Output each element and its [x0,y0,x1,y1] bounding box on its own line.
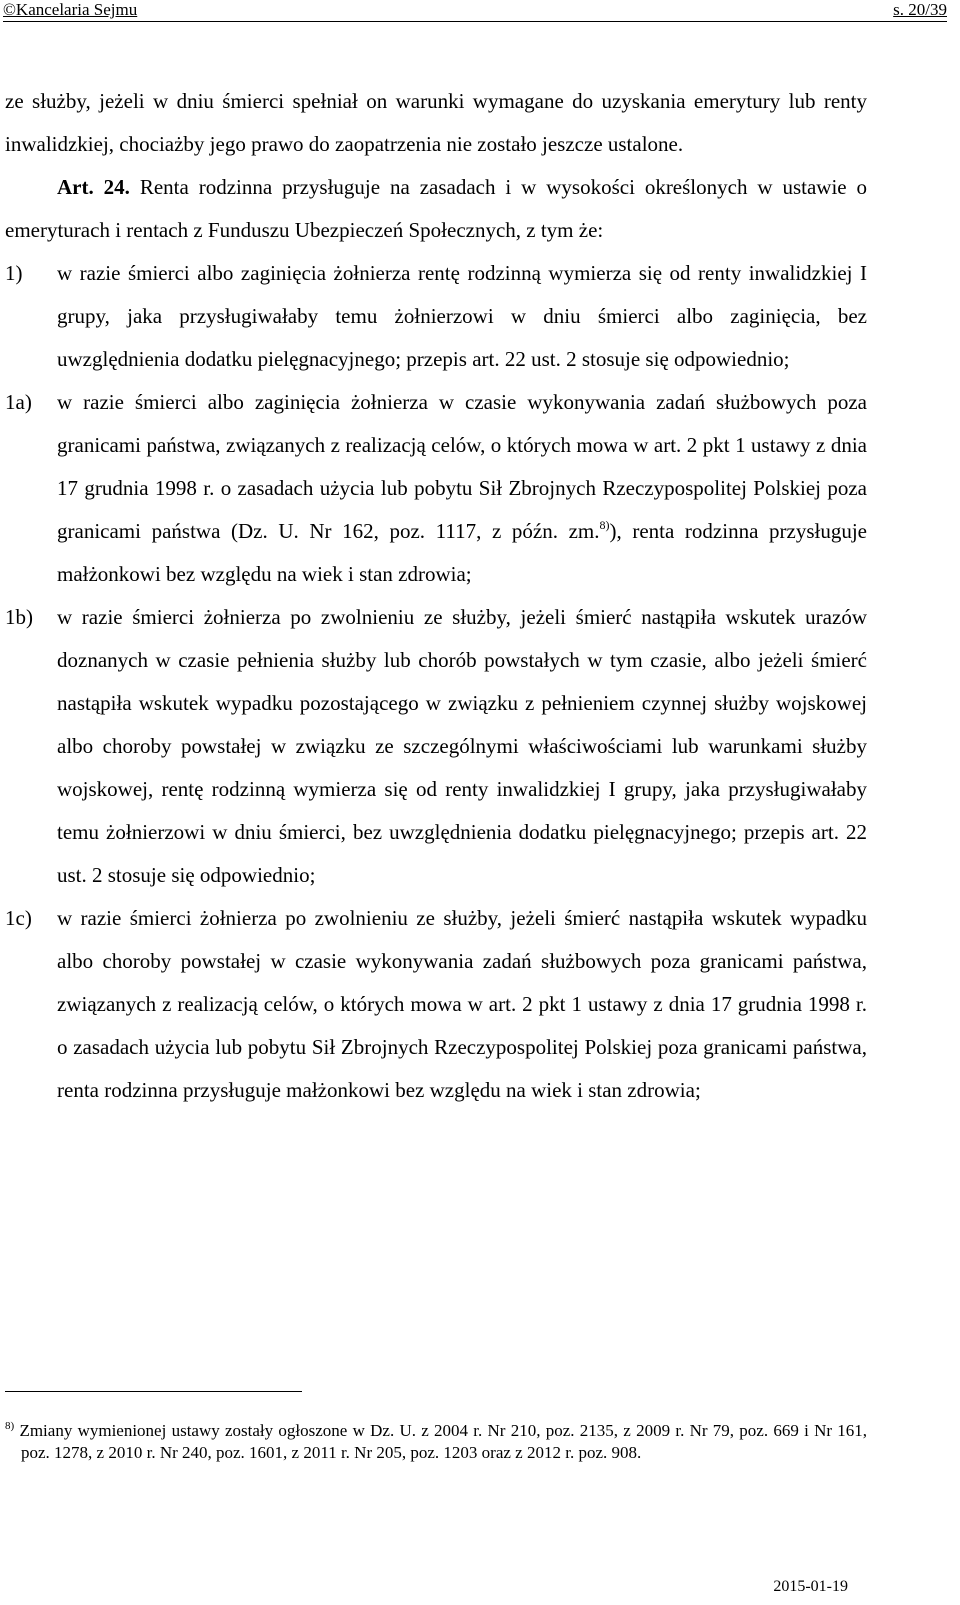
article-paragraph [5,166,867,252]
item-text [57,381,867,596]
footer-date: 2015-01-19 [773,1578,848,1595]
document-body [5,80,867,1112]
continuation-paragraph: ze służby, jeżeli w dniu śmierci spełniał on warunki wymagane do uzyskania emerytury lub renty inwalidzkiej, chociażby jego prawo do zaopatrzenia nie zostało jeszcze ustalone. [5,89,867,156]
item-text: w razie śmierci żołnierza po zwolnieniu ze służby, jeżeli śmierć nastąpiła wskutek wypadku albo choroby powstałej w czasie wykonywania zadań służbowych poza granicami państwa, związanych z realizacją celów, o których mowa w art. 2 pkt 1 ustawy z dnia 17 grudnia 1998 r. o zasadach użycia lub pobytu Sił Zbrojnych Rzeczypospolitej Polskiej poza granicami państwa, renta rodzinna przysługuje małżonkowi bez względu na wiek i stan zdrowia; [57,906,867,1102]
page-number: s. 20/39 [893,0,947,19]
item-text: w razie śmierci żołnierza po zwolnieniu ze służby, jeżeli śmierć nastąpiła wskutek urazów doznanych w czasie pełnienia służby lub chorób powstałych w tym czasie, albo jeżeli śmierć nastąpiła wskutek wypadku pozostającego w związku z pełnieniem czynnej służby wojskowej albo choroby powstałej w związku ze szczególnymi właściwościami lub warunkami służby wojskowej, rentę rodzinną wymierza się od renty inwalidzkiej I grupy, jaka przysługiwałaby temu żołnierzowi w dniu śmierci, bez uwzględnienia dodatku pielęgnacyjnego; przepis art. 22 ust. 2 stosuje się odpowiednio; [57,605,867,887]
item-text: w razie śmierci albo zaginięcia żołnierza rentę rodzinną wymierza się od renty inwalidzkiej I grupy, jaka przysługiwałaby temu żołnierzowi w dniu śmierci albo zaginięcia, bez uwzględnienia dodatku pielęgnacyjnego; przepis art. 22 ust. 2 stosuje się odpowiednio; [57,261,867,371]
footnote-reference[interactable]: 8) [599,518,610,532]
list-item-1 [5,252,867,381]
article-label: Art. 24. [57,175,130,199]
footnote-divider [5,1391,302,1392]
footnote [5,1420,867,1464]
item-text-part: ), renta rodzinna przysługuje małżonkowi bez względu na wiek i stan zdrowia; [57,519,867,586]
item-text-part: w razie śmierci albo zaginięcia żołnierza w czasie wykonywania zadań służbowych poza granicami państwa, związanych z realizacją celów, o których mowa w art. 2 pkt 1 ustawy z dnia 17 grudnia 1998 r. o zasadach użycia lub pobytu Sił Zbrojnych Rzeczypospolitej Polskiej poza granicami państwa (Dz. U. Nr 162, poz. 1117, z późn. zm. [57,390,867,543]
page-header [3,0,947,22]
footnote-number: 8) [5,1420,15,1432]
list-item-1b [5,596,867,897]
copyright-label: ©Kancelaria Sejmu [3,0,138,19]
item-number: 1b) [5,605,33,629]
article-intro: Renta rodzinna przysługuje na zasadach i w wysokości określonych w ustawie o emeryturach i rentach z Funduszu Ubezpieczeń Społecznych, z tym że: [5,175,868,242]
list-item-1a [5,381,867,596]
footnote-body [5,1420,867,1464]
list-item-1c [5,897,867,1112]
item-number: 1c) [5,906,32,930]
footnote-text: Zmiany wymienionej ustawy zostały ogłoszone w Dz. U. z 2004 r. Nr 210, poz. 2135, z 2009 r. Nr 79, poz. 669 i Nr 161, poz. 1278, z 2010 r. Nr 240, poz. 1601, z 2011 r. Nr 205, poz. 1203 oraz z 2012 r. poz. 908. [19,1421,868,1462]
item-number: 1a) [5,390,32,414]
item-number: 1) [5,261,23,285]
